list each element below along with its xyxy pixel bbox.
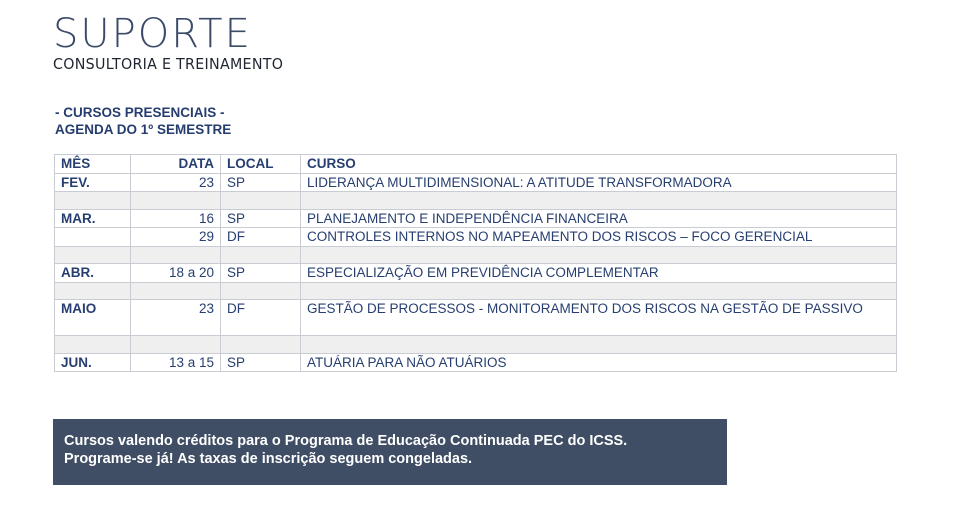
cell-mes: JUN. [55, 353, 131, 372]
table-row [55, 353, 897, 372]
cell-local: SP [221, 209, 301, 228]
cell-curso: PLANEJAMENTO E INDEPENDÊNCIA FINANCEIRA [301, 209, 897, 228]
table-row [55, 300, 897, 336]
cell-curso: LIDERANÇA MULTIDIMENSIONAL: A ATITUDE TRANSFORMADORA [301, 173, 897, 192]
table-row [55, 264, 897, 283]
cell-curso: ATUÁRIA PARA NÃO ATUÁRIOS [301, 353, 897, 372]
header-data: DATA [131, 155, 221, 174]
table-row [55, 228, 897, 247]
cell-mes: FEV. [55, 173, 131, 192]
heading-line-1: - CURSOS PRESENCIAIS - [55, 105, 225, 120]
cell-local: DF [221, 228, 301, 247]
cell-local: SP [221, 264, 301, 283]
table-header-row [55, 155, 897, 174]
info-banner [53, 419, 727, 485]
header-mes: MÊS [55, 155, 131, 174]
info-line-1: Cursos valendo créditos para o Programa de Educação Continuada PEC do ICSS. [64, 433, 628, 449]
table-row [55, 173, 897, 192]
cell-mes [55, 228, 131, 247]
cell-data: 13 a 15 [131, 353, 221, 372]
course-schedule-table [54, 154, 897, 372]
cell-data: 16 [131, 209, 221, 228]
cell-data: 23 [131, 173, 221, 192]
cell-mes: MAR. [55, 209, 131, 228]
info-line-2: Programe-se já! As taxas de inscrição seguem congeladas. [64, 451, 473, 467]
cell-data: 23 [131, 300, 221, 336]
cell-local: SP [221, 353, 301, 372]
spacer-row [55, 336, 897, 354]
header-local: LOCAL [221, 155, 301, 174]
cell-data: 18 a 20 [131, 264, 221, 283]
spacer-row [55, 192, 897, 210]
cell-local: SP [221, 173, 301, 192]
table-row [55, 209, 897, 228]
logo-tagline: CONSULTORIA E TREINAMENTO [53, 55, 284, 73]
heading-line-2: AGENDA DO 1º SEMESTRE [55, 122, 232, 137]
cell-data: 29 [131, 228, 221, 247]
cell-mes: MAIO [55, 300, 131, 336]
cell-curso: GESTÃO DE PROCESSOS - MONITORAMENTO DOS RISCOS NA GESTÃO DE PASSIVO [301, 300, 897, 336]
cell-curso: ESPECIALIZAÇÃO EM PREVIDÊNCIA COMPLEMENTAR [301, 264, 897, 283]
cell-curso: CONTROLES INTERNOS NO MAPEAMENTO DOS RISCOS – FOCO GERENCIAL [301, 228, 897, 247]
section-heading [55, 104, 231, 138]
header-curso: CURSO [301, 155, 897, 174]
logo [53, 11, 303, 73]
spacer-row [55, 282, 897, 300]
cell-local: DF [221, 300, 301, 336]
logo-wordmark: SUPORTE [53, 11, 252, 57]
spacer-row [55, 246, 897, 264]
cell-mes: ABR. [55, 264, 131, 283]
